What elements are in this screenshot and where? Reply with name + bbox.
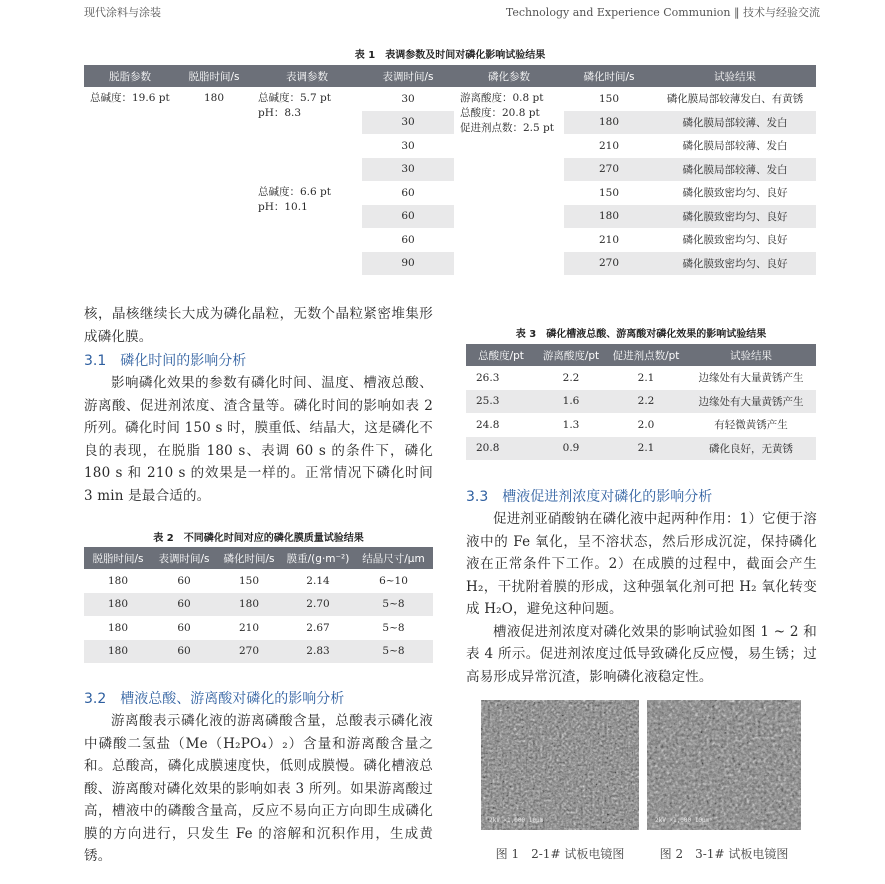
phos-param-group: [454, 87, 564, 275]
table2: [84, 547, 433, 663]
table-row: [84, 640, 433, 664]
table-cell: 磷化膜局部较薄、发白: [654, 111, 816, 135]
section-3-1-text: 影响磷化效果的参数有磷化时间、温度、槽液总酸、游离酸、促进剂浓度、渣含量等。磷化时间的影响如表 2 所列。磷化时间 150 s 时，膜重低、结晶大，这是磷化不良的表现，在脱脂 180 s、表调 60 s 的条件下，磷化 180 s 和 210 s 的效果是一样的。正常情况下磷化时间 3 min 是最合适的。: [84, 375, 433, 504]
table-cell: 60: [177, 621, 191, 634]
section-3-3-paragraph-2: 槽液促进剂浓度对磷化效果的影响试验如图 1 ~ 2 和表 4 所示。促进剂浓度过低导致磷化反应慢，易生锈；过高易形成异常沉渣，影响磷化液稳定性。: [466, 623, 817, 685]
table-row: [84, 87, 816, 111]
table2-header: 表调时间/s: [152, 547, 216, 569]
table-cell: 60: [401, 186, 415, 199]
section-3-3-paragraph-1: 促进剂亚硝酸钠在磷化液中起两种作用：1）它便于溶液中的 Fe 氧化，呈不溶状态，然后形成沉淀，保持磷化液在正常条件下工作。2）在成膜的过程中，截面会产生 H₂，干扰附着膜的形成，这种强氧化剂可把 H₂ 氧化转变成 H₂O，避免这种问题。: [466, 511, 817, 617]
table-cell: 60: [177, 574, 191, 587]
section-3-3: [466, 486, 817, 688]
table1-header-row: [84, 65, 816, 87]
table-cell: 5~8: [354, 640, 433, 664]
section-header: Technology and Experience Communion ‖ 技术与经验交流: [505, 6, 820, 19]
sem-scale-label-1: 2kV ×1,000 10μm: [489, 817, 544, 824]
adjust-param-alkalinity: 总碱度：5.7 pt: [258, 92, 331, 104]
table-cell: 30: [401, 139, 415, 152]
phos-param-accelerator: 促进剂点数：2.5 pt: [460, 122, 554, 134]
table-row: [466, 413, 816, 437]
table1-caption: 表 1 表调参数及时间对磷化影响试验结果: [354, 50, 546, 61]
table-row: [466, 437, 816, 461]
table2-caption: 表 2 不同磷化时间对应的磷化膜质量试验结果: [153, 533, 364, 544]
section-3-2: [84, 688, 433, 868]
sem-scale-label-2: 2kV ×1,000 10μm: [655, 817, 710, 824]
table3-header: 游离酸度/pt: [536, 344, 606, 366]
table1: [84, 65, 816, 275]
degrease-time: 180: [176, 87, 252, 275]
table-cell: 20.8: [466, 437, 536, 461]
table-cell: 270: [564, 158, 654, 182]
table-cell: 60: [152, 640, 216, 664]
table3-header-row: [466, 344, 816, 366]
table-cell: 60: [152, 593, 216, 617]
adjust-param-ph: pH：8.3: [258, 107, 302, 119]
table-cell: 2.0: [637, 418, 655, 431]
table-cell: 1.3: [562, 418, 580, 431]
table-cell: 边缘处有大量黄锈产生: [698, 372, 804, 385]
table-cell: 2.14: [306, 574, 330, 587]
section-3-3-title: 3.3 槽液促进剂浓度对磷化的影响分析: [466, 489, 713, 505]
table-cell: 磷化膜局部较薄、发白: [654, 158, 816, 182]
table-cell: 磷化膜致密均匀、良好: [682, 187, 788, 200]
table-cell: 150: [598, 186, 620, 199]
table-cell: 180: [216, 593, 282, 617]
table3-header: 促进剂点数/pt: [606, 344, 686, 366]
table-cell: 有轻微黄锈产生: [714, 419, 788, 432]
phos-param-free-acid: 游离酸度：0.8 pt: [460, 92, 544, 104]
table1-header: 磷化参数: [454, 65, 564, 87]
table-cell: 30: [362, 111, 454, 135]
table-row: [84, 569, 433, 593]
figure-2-caption: 图 2 3-1# 试板电镜图: [659, 847, 789, 861]
table-cell: 磷化良好，无黄锈: [686, 437, 816, 461]
table-cell: 磷化膜局部较薄发白、有黄锈: [666, 93, 804, 106]
table2-header: 脱脂时间/s: [84, 547, 152, 569]
table1-header: 表调参数: [252, 65, 362, 87]
sem-image-figure-2: [647, 700, 801, 830]
table-cell: 磷化膜致密均匀、良好: [654, 252, 816, 276]
section-3-2-title: 3.2 槽液总酸、游离酸对磷化的影响分析: [84, 691, 345, 707]
adjust-param-group-2: [252, 181, 362, 275]
table-cell: 磷化膜致密均匀、良好: [654, 205, 816, 229]
table-cell: 60: [362, 205, 454, 229]
adjust-param-alkalinity: 总碱度：6.6 pt: [258, 186, 331, 198]
table-cell: 边缘处有大量黄锈产生: [686, 390, 816, 414]
adjust-param-group-1: [252, 87, 362, 181]
sem-texture-2: [647, 700, 801, 830]
left-column: [84, 303, 433, 507]
table-cell: 2.2: [606, 390, 686, 414]
table-cell: 270: [564, 252, 654, 276]
table-cell: 180: [107, 621, 129, 634]
table2-header-row: [84, 547, 433, 569]
table-cell: 90: [362, 252, 454, 276]
table-cell: 210: [598, 233, 620, 246]
table-cell: 180: [564, 111, 654, 135]
table2-header: 结晶尺寸/μm: [354, 547, 433, 569]
table-cell: 2.70: [282, 593, 354, 617]
table-cell: 2.83: [282, 640, 354, 664]
table-cell: 270: [216, 640, 282, 664]
table-cell: 1.6: [536, 390, 606, 414]
table-row: [84, 593, 433, 617]
table-cell: 0.9: [536, 437, 606, 461]
table-row: [466, 366, 816, 390]
degrease-param: 总碱度：19.6 pt: [84, 87, 176, 275]
table2-header: 磷化时间/s: [216, 547, 282, 569]
table-cell: 磷化膜致密均匀、良好: [682, 234, 788, 247]
table-cell: 60: [401, 233, 415, 246]
table2-header: 膜重/(g·m⁻²): [282, 547, 354, 569]
table1-header: 表调时间/s: [362, 65, 454, 87]
table-cell: 26.3: [476, 371, 500, 384]
table3-caption: 表 3 磷化槽液总酸、游离酸对磷化效果的影响试验结果: [515, 329, 767, 340]
section-3-2-text: 游离酸表示磷化液的游离磷酸含量，总酸表示磷化液中磷酸二氢盐（Me（H₂PO₄）₂）含量和游离酸含量之和。总酸高，磷化成膜速度快，低则成膜慢。磷化槽液总酸、游离酸对磷化效果的影响如表 3 所列。如果游离酸过高，槽液中的磷酸含量高，反应不易向正方向即生成磷化膜的方向进行，只发生 Fe 的溶解和沉积作用，生成黄锈。: [84, 713, 433, 864]
table-cell: 2.1: [606, 437, 686, 461]
table-cell: 5~8: [354, 593, 433, 617]
table3: [466, 344, 816, 460]
table1-header: 试验结果: [654, 65, 816, 87]
table-cell: 磷化膜局部较薄、发白: [682, 140, 788, 153]
table-cell: 180: [107, 574, 129, 587]
table-cell: 2.67: [306, 621, 330, 634]
table3-header: 总酸度/pt: [466, 344, 536, 366]
table-row: [466, 390, 816, 414]
table-cell: 5~8: [382, 621, 405, 634]
figure-1-caption: 图 1 2-1# 试板电镜图: [495, 847, 625, 861]
section-3-1-title: 3.1 磷化时间的影响分析: [84, 353, 247, 369]
adjust-param-ph: pH：10.1: [258, 201, 308, 213]
journal-name: 现代涂料与涂装: [84, 6, 161, 19]
table-cell: 6~10: [379, 574, 408, 587]
table-row: [84, 616, 433, 640]
table1-header: 磷化时间/s: [564, 65, 654, 87]
table3-header: 试验结果: [686, 344, 816, 366]
table-cell: 180: [564, 205, 654, 229]
table-cell: 2.2: [562, 371, 580, 384]
table-cell: 30: [401, 92, 415, 105]
intro-paragraph: 核，晶核继续长大成为磷化晶粒，无数个晶粒紧密堆集形成磷化膜。: [84, 306, 433, 345]
table-cell: 210: [238, 621, 260, 634]
sem-image-figure-1: [481, 700, 639, 830]
table-cell: 25.3: [466, 390, 536, 414]
table-cell: 2.1: [637, 371, 655, 384]
sem-texture-1: [481, 700, 639, 830]
table-cell: 180: [84, 640, 152, 664]
table-cell: 180: [84, 593, 152, 617]
table-cell: 30: [362, 158, 454, 182]
table1-header: 脱脂时间/s: [176, 65, 252, 87]
table-cell: 210: [598, 139, 620, 152]
table-cell: 24.8: [476, 418, 500, 431]
table-cell: 150: [238, 574, 260, 587]
table-cell: 150: [598, 92, 620, 105]
phos-param-total-acid: 总酸度：20.8 pt: [460, 107, 540, 119]
table1-header: 脱脂参数: [84, 65, 176, 87]
